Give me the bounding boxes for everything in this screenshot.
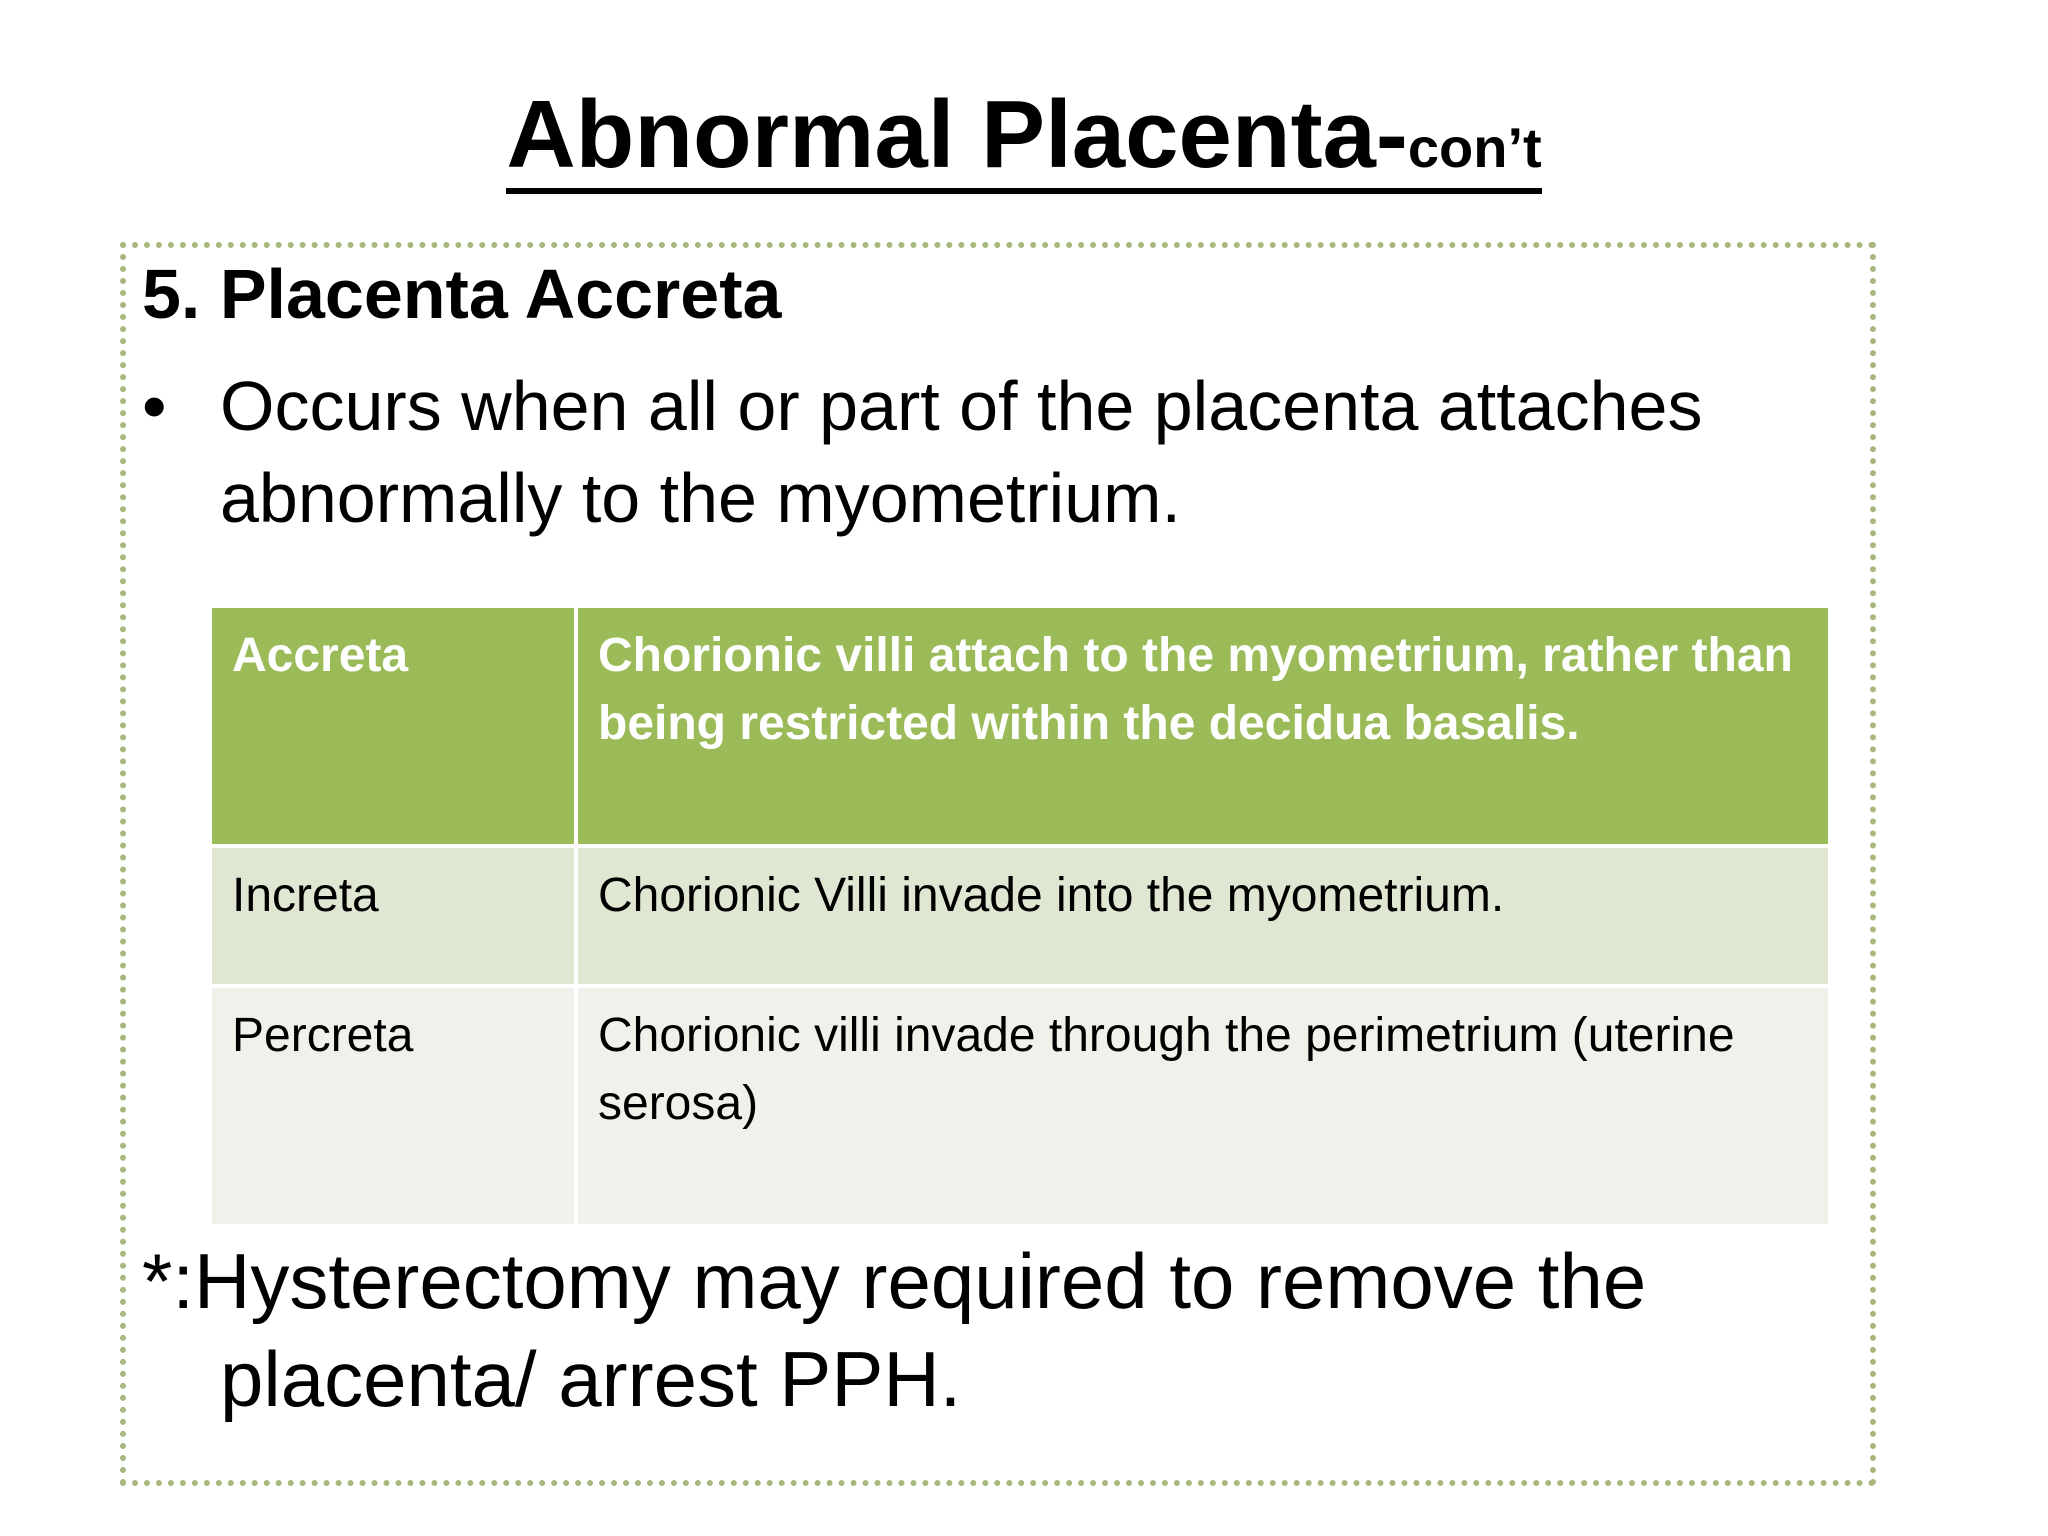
bullet-dot: • — [142, 367, 167, 445]
placenta-types-table — [208, 604, 1832, 1228]
title-suffix: con’t — [1407, 116, 1542, 179]
note-line-1: *:Hysterectomy may required to remove the — [142, 1237, 1647, 1325]
table-cell-description: Chorionic Villi invade into the myometrium. — [576, 846, 1830, 986]
bullet-text: Occurs when all or part of the placenta attaches abnormally to the myometrium. — [220, 367, 1703, 537]
note-line-2: placenta/ arrest PPH. — [220, 1335, 962, 1423]
table-row-accreta — [210, 606, 1830, 846]
table-cell-term: Increta — [210, 846, 576, 986]
table-cell-term: Percreta — [210, 986, 576, 1226]
section-heading: 5. Placenta Accreta — [142, 255, 782, 333]
title-main: Abnormal Placenta- — [506, 81, 1408, 188]
table-row-percreta — [210, 986, 1830, 1226]
table-row-increta — [210, 846, 1830, 986]
title-underline-wrap — [506, 82, 1541, 194]
table-cell-description: Chorionic villi attach to the myometrium, rather than being restricted within the decidua basalis. — [576, 606, 1830, 846]
table-cell-term: Accreta — [210, 606, 576, 846]
table-cell-description: Chorionic villi invade through the perimetrium (uterine serosa) — [576, 986, 1830, 1226]
slide-title — [0, 82, 2048, 194]
hysterectomy-note — [142, 1232, 1822, 1428]
